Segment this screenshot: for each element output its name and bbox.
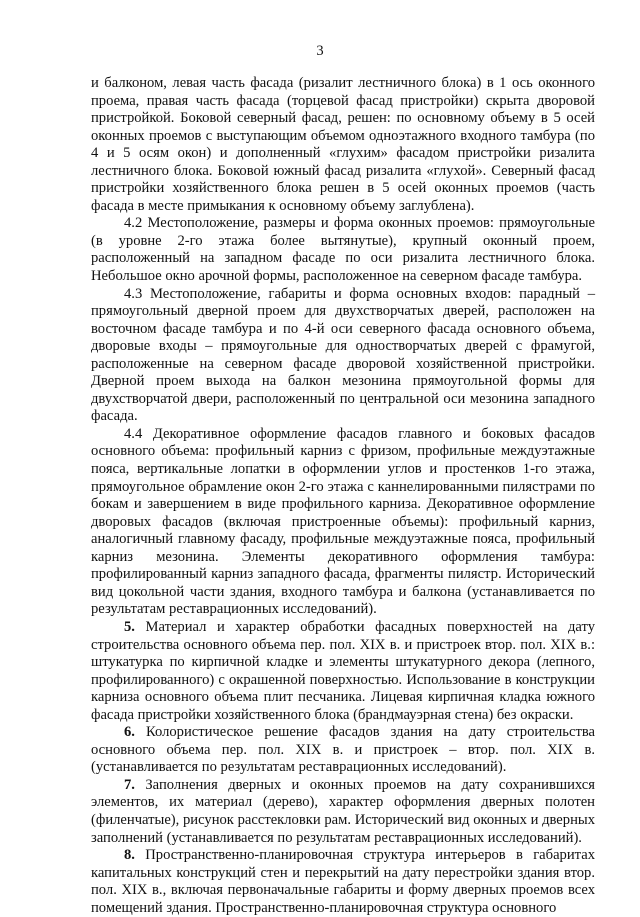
- paragraph-text: Заполнения дверных и оконных проемов на дату сохранившихся элементов, их материал (дерево), характер оформления дверных полотен (филенчатые), рисунок расстекловки рам. Исторический вид оконных и дверных заполнений (устанавливается по результатам реставрационных исследований).: [91, 776, 595, 846]
- page-number: 3: [316, 43, 324, 59]
- paragraph-continuation: [91, 75, 595, 215]
- document-body: [91, 75, 595, 917]
- paragraph-5: [91, 619, 595, 724]
- paragraph-number: 8.: [124, 847, 135, 864]
- paragraph-text: 4.3 Местоположение, габариты и форма основных входов: парадный – прямоугольный дверной проем для двухстворчатых дверей, расположен на восточном фасаде тамбура и по 4-й оси северного фасада основного объема, дворовые входы – прямоугольные для одностворчатых дверей с фрамугой, расположенные на северном фасаде дворовой хозяйственной пристройки. Дверной проем выхода на балкон мезонина прямоугольной формы для двухстворчатой двери, расположенный по центральной оси мезонина западного фасада.: [91, 285, 595, 425]
- paragraph-4-2: [91, 215, 595, 285]
- paragraph-number: 6.: [124, 724, 135, 741]
- paragraph-number: 7.: [124, 776, 135, 793]
- paragraph-8: [91, 847, 595, 917]
- paragraph-6: [91, 724, 595, 777]
- paragraph-text: Колористическое решение фасадов здания на дату строительства основного объема пер. пол. XIX в. и пристроек – втор. пол. XIX в. (устанавливается по результатам реставрационных исследований).: [91, 724, 595, 776]
- paragraph-7: [91, 777, 595, 847]
- paragraph-text: Пространственно-планировочная структура интерьеров в габаритах капитальных конструкций стен и перекрытий на дату перестройки здания втор. пол. XIX в., включая первоначальные габариты и форму дверных проемов всех помещений здания. Пространственно-планировочная структура основного: [91, 847, 595, 916]
- paragraph-text: 4.4 Декоративное оформление фасадов главного и боковых фасадов основного объема: профильный карниз с фризом, профильные междуэтажные пояса, вертикальные лопатки в оформлении углов и простенков 1-го этажа, прямоугольное обрамление окон 2-го этажа с каннелированными пилястрами по бокам и завершением в виде профильного карниза. Декоративное оформление дворовых фасадов (включая пристроенные объемы): профильный карниз, аналогичный главному фасаду, профильные междуэтажные пояса, профильный карниз мезонина. Элементы декоративного оформления тамбура: профилированный карниз западного фасада, фрагменты пилястр. Исторический вид цокольной части здания, входного тамбура и балкона (устанавливается по результатам реставрационных исследований).: [91, 425, 595, 618]
- paragraph-4-4: [91, 426, 595, 619]
- paragraph-number: 5.: [124, 618, 135, 635]
- paragraph-text: и балконом, левая часть фасада (ризалит лестничного блока) в 1 ось оконного проема, правая часть фасада (торцевой фасад пристройки) скрыта дворовой пристройкой. Боковой северный фасад, решен: по основному объему в 5 осей оконных проемов с выступающим объемом одноэтажного входного тамбура (по 4 и 5 осям окон) и дополненный «глухим» фасадом пристройки ризалита лестничного блока. Боковой южный фасад ризалита «глухой». Северный фасад пристройки хозяйственного блока решен в 5 осей оконных проемов (часть фасада в месте примыкания к основному объему заглублена).: [91, 75, 595, 214]
- paragraph-text: 4.2 Местоположение, размеры и форма оконных проемов: прямоугольные (в уровне 2-го этажа более вытянутые), крупный оконный проем, расположенный на западном фасаде по оси ризалита лестничного блока. Небольшое окно арочной формы, расположенное на северном фасаде тамбура.: [91, 215, 595, 285]
- paragraph-4-3: [91, 286, 595, 426]
- paragraph-text: Материал и характер обработки фасадных поверхностей на дату строительства основного объема пер. пол. XIX в. и пристроек втор. пол. XIX в.: штукатурка по кирпичной кладке и элементы штукатурного декора (лепного, профилированного) с окрашенной поверхностью. Использование в конструкции карниза основного объема плит песчаника. Лицевая кирпичная кладка южного фасада пристройки хозяйственного блока (брандмауэрная стена) без окраски.: [91, 618, 595, 723]
